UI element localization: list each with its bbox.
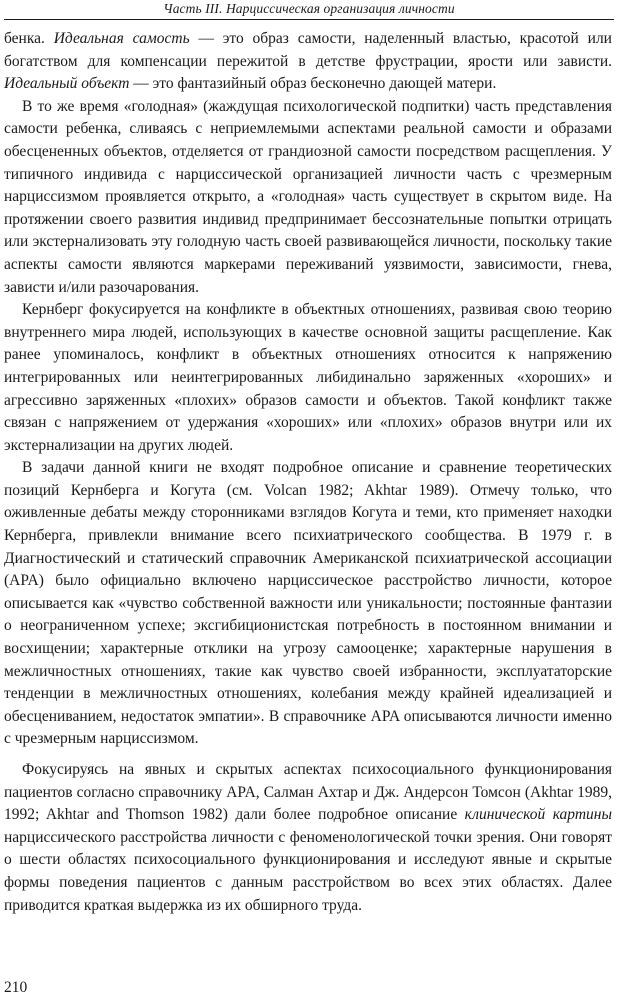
emphasis-clinical-picture: клинической картины xyxy=(464,806,612,824)
paragraph-apa: В задачи данной книги не входят подробное описание и сравнение теоретических позиций Кернберга и Когута (см. Volcan 1982; Akhtar 1989). Отмечу только, что оживленные дебаты между сторонниками взглядов Когута и теми, кто применяет находки Кернберга, привлекли внимание всего психиатрического сообщества. В 1979 г. в Диагностический и статический справочник Американской психиатрической ассоциации (APA) было официально включено нарциссическое расстройство личности, которое описывается как «чувство собственной важности или уникальности; постоянные фантазии о неограниченном успехе; эксгибиционистская потребность в постоянном внимании и восхищении; характерные отклики на угрозу самооценке; характерные нарушения в межличностных отношениях, такие как чувство своей избранности, эксплуататорские тенденции в межличностных отношениях, колебания между крайней идеализацией и обесцениванием, недостаток эмпатии». В справочнике APA описываются личности именно с чрезмерным нарциссизмом. xyxy=(4,459,612,748)
text-run: Фокусируясь на явных и скрытых аспектах психосоциального функционирования пациентов согласно справочнику APA, Салман Ахтар и Дж. Андерсон Томсон (Akhtar 1989, 1992; Akhtar and Thomson 1982) дали более подробное описание xyxy=(4,761,612,824)
emphasis-ideal-self: Идеальная самость xyxy=(53,30,190,47)
header-rule xyxy=(4,19,614,20)
paragraph-hungry-self: В то же время «голодная» (жаждущая психологической подпитки) часть представления самости ребенка, сливаясь с неприемлемыми аспектами реальной самости и образами обесцененных объектов, отделяется от грандиозной самости посредством расщепления. У типичного индивида с нарциссической организацией личности часть с чрезмерным нарциссизмом проявляется открыто, а «голодная» часть существует в скрытом виде. На протяжении своего развития индивид предпринимает бессознательные попытки отрицать или экстернализовать эту голодную часть своей развивающейся личности, поскольку такие аспекты самости являются маркерами переживаний уязвимости, зависимости, гнева, зависти и/или разочарования. xyxy=(4,97,612,296)
body-text xyxy=(4,28,612,917)
emphasis-ideal-object: Идеальный объект xyxy=(4,75,130,93)
page-number: 210 xyxy=(4,979,28,996)
text-run: — это фантазийный образ бесконечно дающей матери. xyxy=(129,75,497,93)
text-run: — это образ самости, наделенный властью, красотой или богатством для компенсации пережитой в детстве фрустрации, ярости или зависти. xyxy=(4,30,612,70)
paragraph-continuation xyxy=(4,28,612,96)
running-head: Часть III. Нарциссическая организация личности xyxy=(163,1,455,16)
paragraph-akhtar xyxy=(4,759,612,917)
text-run: бенка. xyxy=(4,30,54,47)
text-run: нарциссического расстройства личности с феноменологической точки зрения. Они говорят о шести областях психосоциального функционирования и исследуют явные и скрытые формы поведения пациентов с данным расстройством во всех этих областях. Далее приводится краткая выдержка из их обширного труда. xyxy=(4,828,612,914)
paragraph-kernberg: Кернберг фокусируется на конфликте в объектных отношениях, развивая свою теорию внутреннего мира людей, использующих в качестве основной защиты расщепление. Как ранее упоминалось, конфликт в объектных отношениях относится к напряжению интегрированных или неинтегрированных либидинально заряженных «хороших» и агрессивно заряженных «плохих» образов самости и объектов. Такой конфликт также связан с напряжением от удержания «хороших» или «плохих» образов внутри или их экстернализации на других людей. xyxy=(4,301,612,454)
